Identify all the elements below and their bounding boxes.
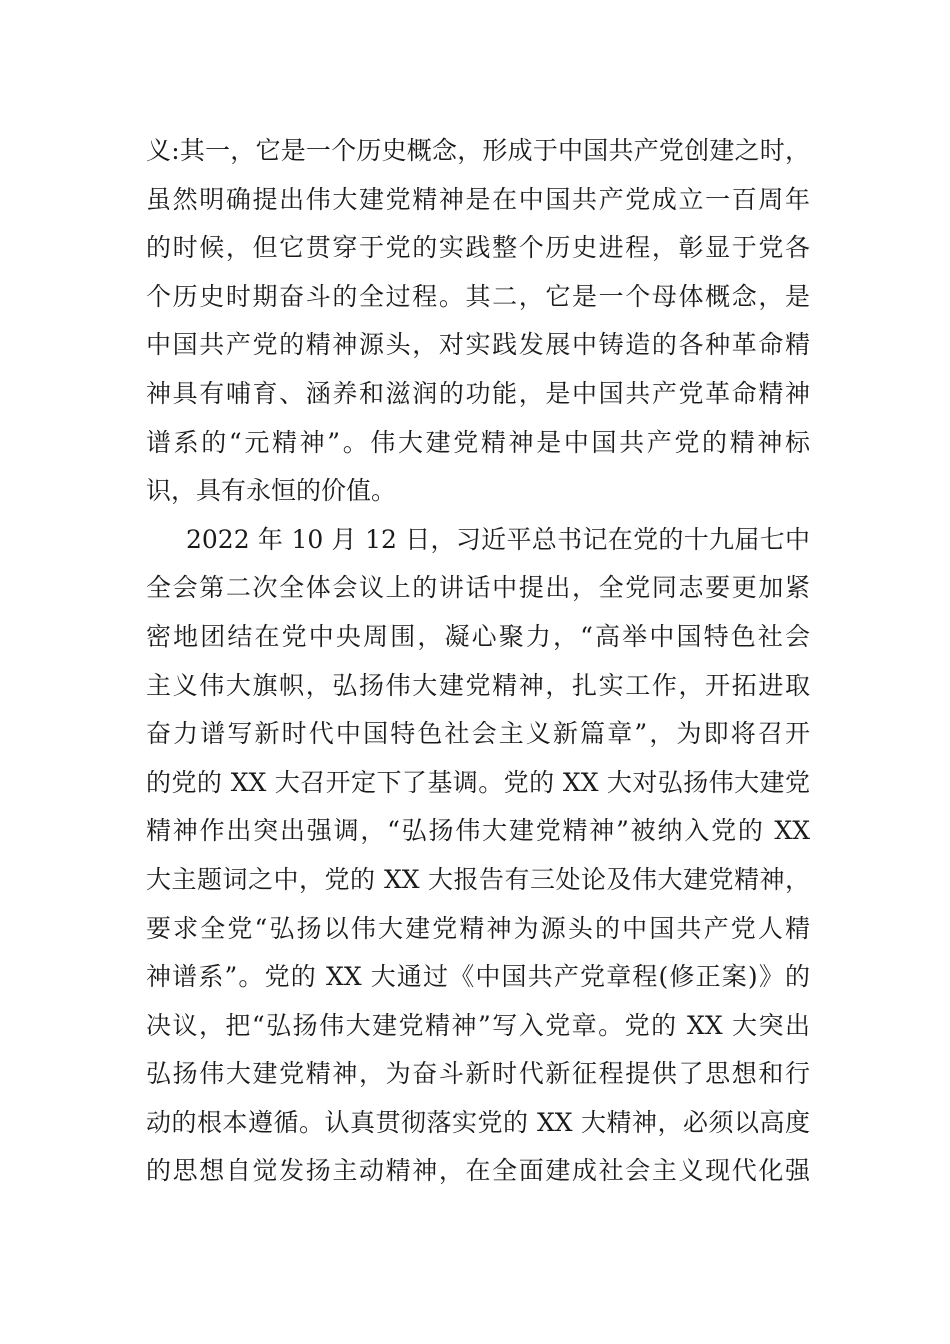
text-line: 神具有哺育、涵养和滋润的功能，是中国共产党革命精神 [146, 378, 810, 408]
text-line: 决议，把“弘扬伟大建党精神”写入党章。党的 XX 大突出 [146, 1010, 810, 1040]
text-line: 神谱系”。党的 XX 大通过《中国共产党章程(修正案)》的 [146, 962, 810, 992]
body-text [146, 127, 810, 1196]
text-line: 个历史时期奋斗的全过程。其二，它是一个母体概念，是 [146, 281, 810, 311]
text-line: 要求全党“弘扬以伟大建党精神为源头的中国共产党人精 [146, 913, 810, 943]
text-line: 密地团结在党中央周围，凝心聚力，“高举中国特色社会 [146, 621, 810, 651]
text-line: 的党的 XX 大召开定下了基调。党的 XX 大对弘扬伟大建党 [146, 767, 810, 797]
text-line: 动的根本遵循。认真贯彻落实党的 XX 大精神，必须以高度 [146, 1107, 810, 1137]
text-line: 弘扬伟大建党精神，为奋斗新时代新征程提供了思想和行 [146, 1059, 810, 1089]
paragraph-end-line: 识，具有永恒的价值。 [146, 476, 397, 506]
text-line: 谱系的“元精神”。伟大建党精神是中国共产党的精神标 [146, 427, 810, 457]
text-line: 义:其一，它是一个历史概念，形成于中国共产党创建之时， [146, 136, 810, 165]
text-line: 精神作出突出强调，“弘扬伟大建党精神”被纳入党的 XX [146, 816, 810, 846]
text-line: 全会第二次全体会议上的讲话中提出，全党同志要更加紧 [146, 573, 810, 603]
text-line: 虽然明确提出伟大建党精神是在中国共产党成立一百周年 [146, 184, 810, 214]
paragraph-start-line: 2022 年 10 月 12 日，习近平总书记在党的十九届七中 [186, 524, 810, 554]
text-line: 中国共产党的精神源头，对实践发展中铸造的各种革命精 [146, 330, 810, 360]
text-line: 大主题词之中，党的 XX 大报告有三处论及伟大建党精神， [146, 864, 810, 894]
text-line: 的时候，但它贯穿于党的实践整个历史进程，彰显于党各 [146, 233, 810, 263]
text-line: 主义伟大旗帜，弘扬伟大建党精神，扎实工作，开拓进取 [146, 670, 810, 700]
text-line: 奋力谱写新时代中国特色社会主义新篇章”，为即将召开 [146, 719, 810, 749]
text-line: 的思想自觉发扬主动精神，在全面建成社会主义现代化强 [146, 1156, 810, 1186]
